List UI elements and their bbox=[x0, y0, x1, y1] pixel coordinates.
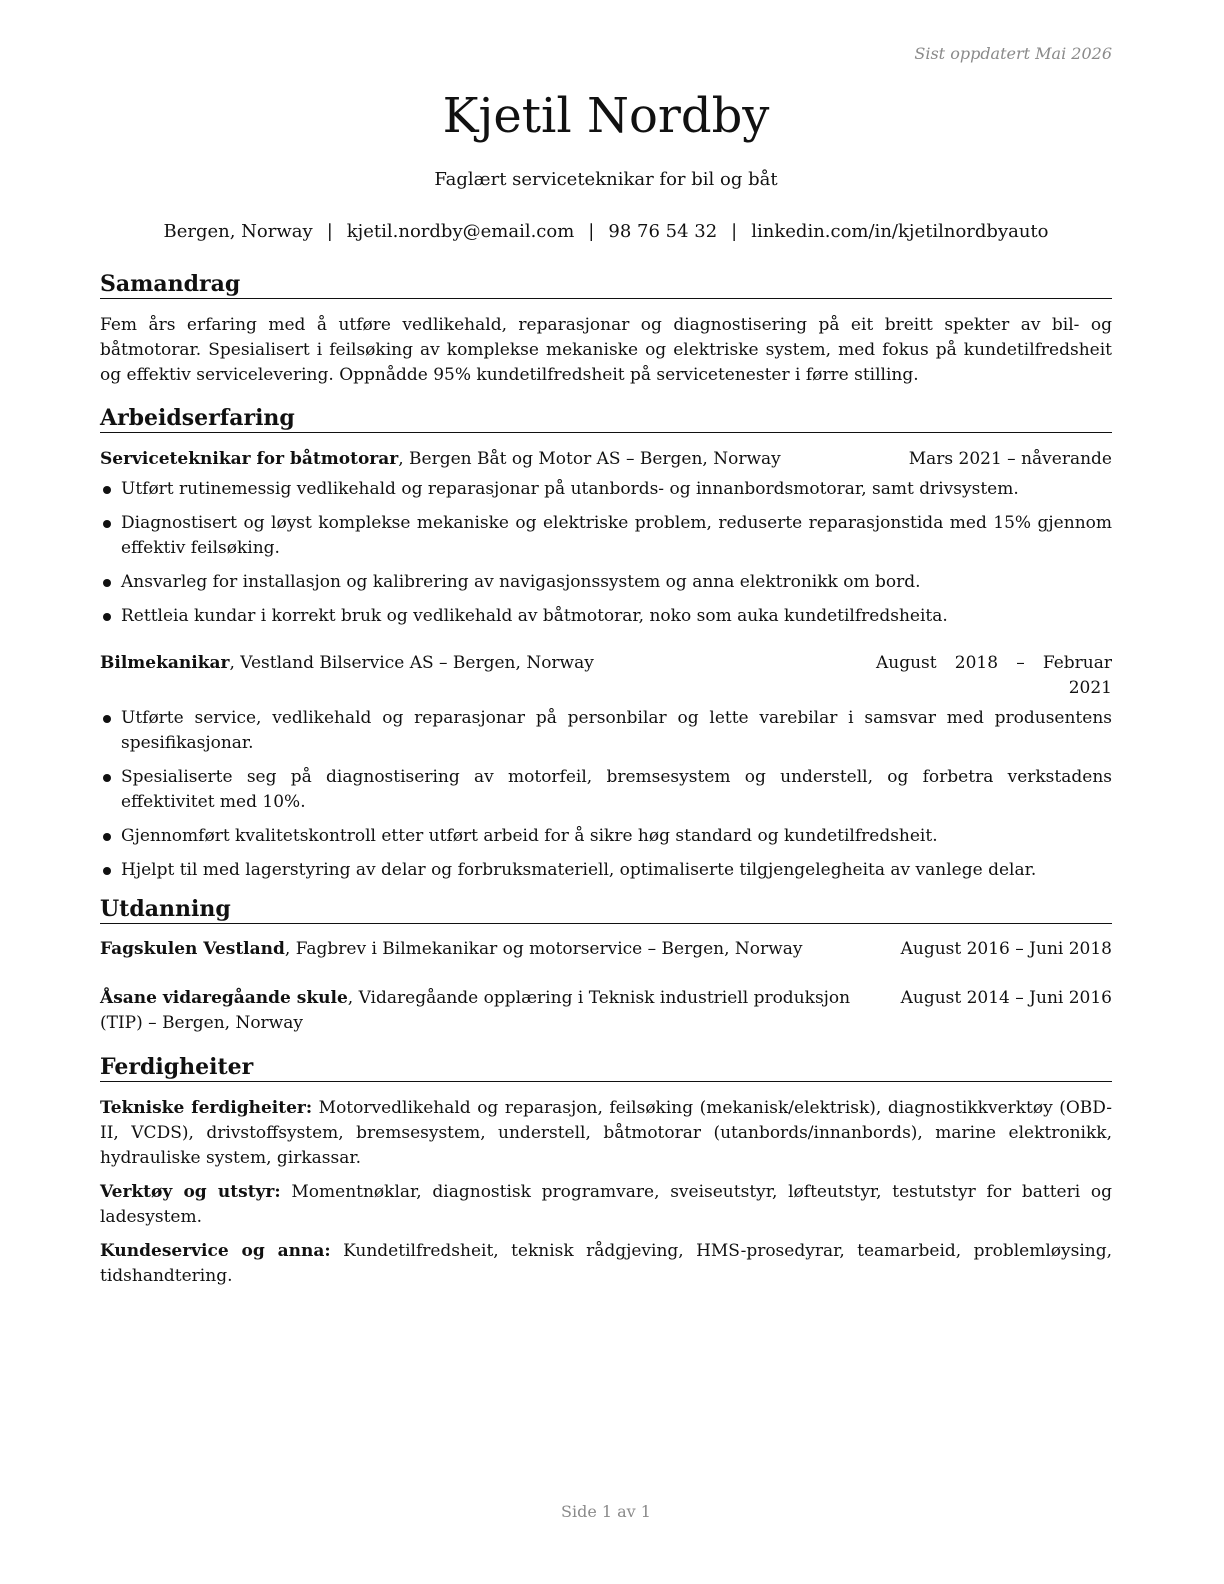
experience-section bbox=[100, 404, 1112, 892]
bullet-icon bbox=[103, 486, 111, 494]
job-role: Serviceteknikar for båtmotorar bbox=[100, 449, 399, 469]
candidate-name: Kjetil Nordby bbox=[442, 88, 770, 144]
education-entry bbox=[100, 986, 1112, 1036]
last-updated: Sist oppdatert Mai 2026 bbox=[914, 44, 1112, 63]
page-number: Side 1 av 1 bbox=[561, 1502, 651, 1521]
job-bullets bbox=[100, 477, 1112, 629]
section-title-experience: Arbeidserfaring bbox=[100, 404, 1112, 433]
skill-label: Tekniske ferdigheiter: bbox=[100, 1098, 313, 1118]
section-title-skills: Ferdigheiter bbox=[100, 1053, 1112, 1082]
summary-text: Fem års erfaring med å utføre vedlikehald, reparasjonar og diagnostisering på eit breitt spekter av bil- og båtmotorar. Spesialisert i feilsøking av komplekse mekaniske og elektriske system, med fokus på kundetilfredsheit og effektiv servicelevering. Oppnådde 95% kundetilfredsheit på servicetenester i førre stilling. bbox=[100, 315, 1112, 385]
skill-group bbox=[100, 1096, 1112, 1171]
job-header bbox=[100, 447, 1112, 472]
bullet-icon bbox=[103, 833, 111, 841]
bullet-icon bbox=[103, 579, 111, 587]
education-dates: August 2016 – Juni 2018 bbox=[900, 939, 1112, 959]
contact-line bbox=[100, 220, 1112, 244]
candidate-title: Faglært serviceteknikar for bil og båt bbox=[434, 169, 778, 190]
skills-section bbox=[100, 1053, 1112, 1289]
contact-location: Bergen, Norway bbox=[163, 221, 313, 242]
job-entry bbox=[100, 651, 1112, 883]
skill-label: Verktøy og utstyr: bbox=[100, 1182, 281, 1202]
bullet-icon bbox=[103, 520, 111, 528]
bullet-item: Ansvarleg for installasjon og kalibrering av navigasjonssystem og anna elektronikk om bord. bbox=[100, 570, 1112, 595]
skill-group bbox=[100, 1180, 1112, 1230]
section-title-education: Utdanning bbox=[100, 895, 1112, 924]
bullet-item: Utførte service, vedlikehald og reparasjonar på personbilar og lette varebilar i samsvar med produsentens spesifikasjonar. bbox=[100, 706, 1112, 756]
job-bullets bbox=[100, 706, 1112, 883]
resume-page bbox=[100, 0, 1112, 1584]
job-dates: August 2018 – Februar 2021 bbox=[876, 653, 1112, 698]
bullet-item: Spesialiserte seg på diagnostisering av motorfeil, bremsesystem og understell, og forbetra verkstadens effektivitet med 10%. bbox=[100, 765, 1112, 815]
bullet-item: Diagnostisert og løyst komplekse mekaniske og elektriske problem, reduserte reparasjonstida med 15% gjennom effektiv feilsøking. bbox=[100, 511, 1112, 561]
skill-text: Momentnøklar, diagnostisk programvare, sveiseutstyr, løfteutstyr, testutstyr for batteri og ladesystem. bbox=[100, 1182, 1113, 1227]
contact-separator: | bbox=[588, 221, 595, 242]
education-detail: , Vidaregåande opplæring i Teknisk industriell produksjon (TIP) – Bergen, Norway bbox=[100, 988, 851, 1033]
job-company: , Bergen Båt og Motor AS – Bergen, Norway bbox=[398, 449, 781, 469]
bullet-icon bbox=[103, 715, 111, 723]
contact-linkedin[interactable]: linkedin.com/in/kjetilnordbyauto bbox=[751, 221, 1049, 242]
job-company: , Vestland Bilservice AS – Bergen, Norway bbox=[229, 653, 594, 673]
job-dates: Mars 2021 – nåverande bbox=[908, 449, 1112, 469]
summary-section bbox=[100, 270, 1112, 388]
bullet-icon bbox=[103, 613, 111, 621]
contact-separator: | bbox=[731, 221, 738, 242]
bullet-item: Hjelpt til med lagerstyring av delar og forbruksmateriell, optimaliserte tilgjengelegheita av vanlege delar. bbox=[100, 858, 1112, 883]
contact-email[interactable]: kjetil.nordby@email.com bbox=[346, 221, 575, 242]
education-entry bbox=[100, 937, 1112, 962]
skill-group bbox=[100, 1239, 1112, 1289]
job-entry bbox=[100, 447, 1112, 629]
education-detail: , Fagbrev i Bilmekanikar og motorservice – Bergen, Norway bbox=[284, 939, 803, 959]
education-dates: August 2014 – Juni 2016 bbox=[900, 988, 1112, 1008]
contact-phone: 98 76 54 32 bbox=[608, 221, 718, 242]
bullet-item: Rettleia kundar i korrekt bruk og vedlikehald av båtmotorar, noko som auka kundetilfredsheita. bbox=[100, 604, 1112, 629]
bullet-item: Utført rutinemessig vedlikehald og reparasjonar på utanbords- og innanbordsmotorar, samt drivsystem. bbox=[100, 477, 1112, 502]
contact-separator: | bbox=[326, 221, 333, 242]
job-header bbox=[100, 651, 1112, 701]
skill-text: Kundetilfredsheit, teknisk rådgjeving, HMS-prosedyrar, teamarbeid, problemløysing, tidshandtering. bbox=[100, 1241, 1112, 1286]
education-school: Åsane vidaregåande skule bbox=[100, 988, 348, 1008]
education-school: Fagskulen Vestland bbox=[100, 939, 285, 959]
job-role: Bilmekanikar bbox=[100, 653, 230, 673]
skill-label: Kundeservice og anna: bbox=[100, 1241, 331, 1261]
bullet-item: Gjennomført kvalitetskontroll etter utført arbeid for å sikre høg standard og kundetilfredsheit. bbox=[100, 824, 1112, 849]
section-title-summary: Samandrag bbox=[100, 270, 1112, 299]
education-section bbox=[100, 895, 1112, 1036]
bullet-icon bbox=[103, 867, 111, 875]
skill-text: Motorvedlikehald og reparasjon, feilsøking (mekanisk/elektrisk), diagnostikkverktøy (OBD-II, VCDS), drivstoffsystem, bremsesystem, understell, båtmotorar (utanbords/innanbords), marine elektronikk, hydrauliske system, girkassar. bbox=[100, 1098, 1112, 1168]
bullet-icon bbox=[103, 774, 111, 782]
